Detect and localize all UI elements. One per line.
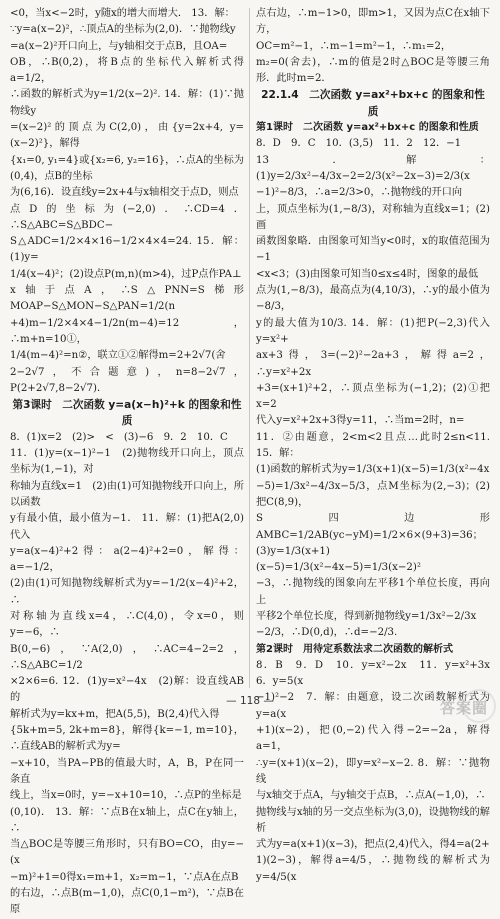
lesson-heading: 第1课时 二次函数 y=ax²+bx+c 的图象和性质 <box>256 122 479 134</box>
answer-line: y=a(x−4)²+2得：a(2−4)²+2=0，解得：a=−1/2， <box>10 545 244 574</box>
answer-line: 平移2个单位长度，得到新抛物线y=1/3x²−2/3x <box>256 610 477 622</box>
answer-line: ∵y=a(x−2)²，∴顶点A的坐标为(2,0)．∵抛物线y <box>10 24 236 36</box>
answer-line: 为(6,16)．设直线y=2x+4与x轴相交于点D，则点 <box>10 187 239 199</box>
answer-line: −1)²−2 7．解：由题意，设二次函数解析式为y=a(x <box>256 692 490 720</box>
answer-line: 8．(1)x=2 (2)> < (3)−6 9．2 10．C <box>10 431 228 443</box>
answer-line: S四边形AMBC=1/2AB(yc−yM)=1/2×6×(9+3)=36； <box>256 513 490 541</box>
section-heading: 第3课时 二次函数 y=a(x−h)²+k 的图象和性质 <box>12 399 242 428</box>
answer-line: 点右边，∴m−1>0，即m>1，又因为点C在x轴下方， <box>256 8 490 36</box>
answer-line: ×2×6=6. 12．(1)y=x²−4x (2)解：设直线AB的 <box>10 676 244 704</box>
answer-line: 的右边，∴点B(m−1,0)，点C(0,1−m²)，∵点B在原 <box>10 888 244 916</box>
page-number: — 118 — <box>226 695 274 707</box>
answer-line: 当△BOC是等腰三角形时，只有BO=CO，由y=−(x <box>10 839 244 867</box>
answer-line: 1)(2−3)，解得a=4/5，∴抛物线的解析式为y=4/5(x <box>256 855 490 883</box>
answer-line: =a(x−2)²开口向上，与y轴相交于点B，且OA= <box>10 40 228 52</box>
answer-line: +1)(x−2)，把(0,−2)代入得−2=−2a，解得a=1， <box>256 725 490 753</box>
answer-line: 函数图象略．由图象可知当y<0时，x的取值范围为−1 <box>256 236 490 264</box>
answer-line: 上，顶点坐标为(1,−8/3)，对称轴为直线x=1；(2)画 <box>256 203 490 231</box>
answer-line: ax+3得，3=(−2)²−2a+3，解得a=2，∴y=x²+2x <box>256 350 490 378</box>
answer-line: OC=m²−1，∴m−1=m²−1，∴m₁=2， <box>256 40 452 52</box>
left-column <box>10 6 244 916</box>
answer-line: 代入y=x²+2x+3得y=11，∴当m=2时，n= <box>256 415 465 427</box>
answer-line: y的最大值为10/3. 14．解：(1)把P(−2,3)代入y=x²+ <box>256 317 490 345</box>
answer-line: 1/4(x−4)²；(2)设点P(m,n)(m>4)，过P点作PA⊥ <box>10 268 242 280</box>
answer-line: <x<3；(3)由图象可知当0≤x≤4时，图象的最低 <box>256 268 479 280</box>
answer-line: 与x轴交于点A，与y轴交于点B，∴点A(−1,0)，∴ <box>256 790 486 802</box>
answer-line: 11．②由题意，2<m<2且点…此时2≤n<11. 15．解： <box>256 431 490 460</box>
answer-line: B(0,−6)，∵A(2,0)，∴AC=4−2=2，∴S△ABC=1/2 <box>10 643 244 671</box>
answer-line: 对称轴为直线x=4，∴C(4,0)，令x=0，则y=−6，∴ <box>10 610 244 639</box>
answer-line: 13．解：(1)y=2/3x²−4/3x−2=2/3(x²−2x−3)=2/3(x <box>256 154 490 182</box>
answer-line: 8．D 9．C 10．(3,5) 11．2 12．−1 <box>256 138 462 150</box>
column-divider <box>249 8 250 688</box>
answer-line: m₂=0(舍去)，∴m的值是2时△BOC是等腰三角形．此时m=2． <box>256 56 490 85</box>
watermark-text: 答案圈 <box>439 698 488 717</box>
answer-line: 解析式为y=kx+m，把A(5,5)，B(2,4)代入得 <box>10 708 220 720</box>
answer-line: 称轴为直线x=1 (2)由(1)可知抛物线开口向上，所以函数 <box>10 480 244 508</box>
answer-line: x轴于点A，∴S△PNN=S梯形MOAP−S△MON−S△PAN=1/2(n <box>10 285 244 313</box>
answer-line: =(x−2)²的顶点为C(2,0)，由{y=2x+4, y=(x−2)²}，解得 <box>10 122 244 150</box>
answer-line: 8．B 9．D 10．y=x²−2x 11．y=x²+3x 6．y=5(x <box>256 659 500 688</box>
answer-line: 2−2√7，不合题意)，n=8−2√7，P(2+2√7,8−2√7)． <box>10 366 244 394</box>
answer-line: y有最小值，最小值为−1． 11．解：(1)把A(2,0)代入 <box>10 513 244 541</box>
answer-line: −3，∴抛物线的图象向左平移1个单位长度，再向上 <box>256 578 490 606</box>
answer-line: 抛物线与x轴的另一交点坐标为(3,0)，设抛物线的解析 <box>256 806 490 834</box>
answer-line: −m)²+1=0得x₁=m+1，x₂=m−1，∵点A在点B <box>10 871 239 883</box>
answer-line: +3=(x+1)²+2，∴顶点坐标为(−1,2)；(2)①把x=2 <box>256 382 490 411</box>
answer-line: +4)m−1/2×4×4−1/2n(m−4)=12，∴m+n=10①， <box>10 317 244 345</box>
answer-line: 1/4(m−4)²=n②，联立①②解得m=2+2√7(舍 <box>10 350 226 362</box>
answer-line: 式为y=a(x+1)(x−3)，把点(2,4)代入，得4=a(2+ <box>256 839 490 851</box>
answer-line: 点D的坐标为(−2,0)．∴CD=4．∴S△ABC=S△BDC− <box>10 203 244 231</box>
answer-line: OB，∴B(0,2)，将B点的坐标代入解析式得a=1/2， <box>10 56 244 85</box>
answer-line: −5)=1/3x²−4/3x−5/3，点M坐标为(2,−3)；(2)把C(8,9)， <box>256 480 490 508</box>
answer-line: ∴y=(x+1)(x−2)，即y=x²−x−2. 8．解：∵抛物线 <box>256 757 490 785</box>
answer-line: S△ADC=1/2×4×16−1/2×4×4=24. 15．解：(1)y= <box>10 236 244 264</box>
answer-line: (3)y=1/3(x+1)(x−5)=1/3(x²−4x−5)=1/3(x−2)² <box>256 545 421 574</box>
answer-line: 11．(1)y=(x−1)²−1 (2)抛物线开口向上，顶点坐标为(1,−1)，对 <box>10 448 244 476</box>
answer-line: <0，当x<−2时，y随x的增大而增大． 13．解： <box>10 8 235 19</box>
answer-line: −x+10，当PA−PB的值最大时，A，B，P在同一条直 <box>10 757 244 785</box>
answer-line: (1)函数的解析式为y=1/3(x+1)(x−5)=1/3(x²−4x <box>256 464 490 476</box>
section-heading: 22.1.4 二次函数 y=ax²+bx+c 的图象和性质 <box>261 89 485 118</box>
answer-line: (0,10)． 13．解：∵点B在x轴上，点C在y轴上，∴ <box>10 806 244 834</box>
answer-line: −2/3，∴D(0,d)，∴d=−2/3. <box>256 627 398 639</box>
answer-line: {x₁=0, y₁=4}或{x₂=6, y₂=16}，∴点A的坐标为(0,4)，点B的坐标 <box>10 154 244 182</box>
answer-line: (2)由(1)可知抛物线解析式为y=−1/2(x−4)²+2，∴ <box>10 578 244 606</box>
answer-line: {5k+m=5, 2k+m=8}，解得{k=−1, m=10}，∴直线AB的解析式为y= <box>10 725 244 753</box>
answer-line: −1)²−8/3，∴a=2/3>0，∴抛物线的开口向 <box>256 187 463 199</box>
lesson-heading: 第2课时 用待定系数法求二次函数的解析式 <box>256 643 453 655</box>
answer-line: ∴函数的解析式为y=1/2(x−2)². 14．解：(1)∵抛物线y <box>10 89 244 117</box>
answer-line: 点为(1,−8/3)，最高点为(4,10/3)，∴y的最小值为−8/3， <box>256 285 490 313</box>
answer-line: 线上，当x=0时，y=−x+10=10，∴点P的坐标是 <box>10 790 242 802</box>
